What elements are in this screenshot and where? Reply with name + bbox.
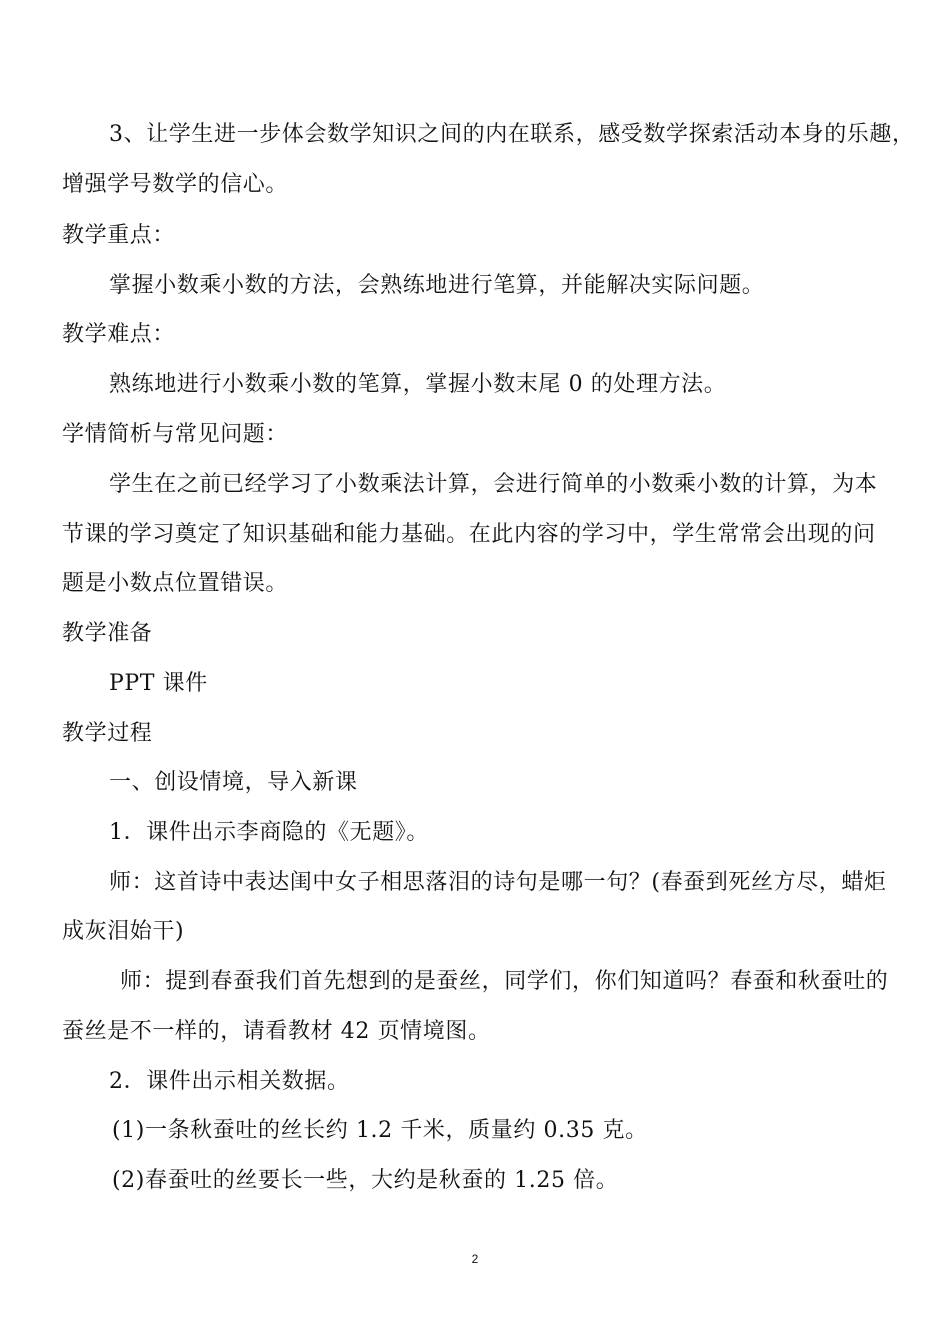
paragraph-difficulties: 熟练地进行小数乘小数的笔算，掌握小数末尾 0 的处理方法。 — [109, 372, 727, 397]
heading-student-analysis: 学情简析与常见问题： — [62, 422, 289, 447]
paragraph-preparation: PPT 课件 — [109, 671, 208, 696]
page-number: 2 — [471, 1252, 479, 1266]
data-item-2: (2)春蚕吐的丝要长一些，大约是秋蚕的 1.25 倍。 — [112, 1168, 619, 1193]
teacher-question-2-line-2: 蚕丝是不一样的，请看教材 42 页情境图。 — [62, 1019, 491, 1044]
step-1: 1．课件出示李商隐的《无题》。 — [109, 820, 429, 845]
data-item-1: (1)一条秋蚕吐的丝长约 1.2 千米，质量约 0.35 克。 — [112, 1118, 648, 1143]
paragraph-student-analysis-line-3: 题是小数点位置错误。 — [62, 571, 289, 596]
heading-key-points: 教学重点： — [62, 223, 176, 248]
section-title-introduction: 一、创设情境，导入新课 — [109, 770, 358, 795]
step-2: 2．课件出示相关数据。 — [109, 1069, 350, 1094]
teacher-question-1-line-2: 成灰泪始干) — [62, 919, 185, 944]
paragraph-student-analysis-line-1: 学生在之前已经学习了小数乘法计算，会进行简单的小数乘小数的计算，为本 — [109, 472, 878, 497]
paragraph-student-analysis-line-2: 节课的学习奠定了知识基础和能力基础。在此内容的学习中，学生常常会出现的问 — [62, 522, 876, 547]
teacher-question-1-line-1: 师：这首诗中表达闺中女子相思落泪的诗句是哪一句？(春蚕到死丝方尽，蜡炬 — [109, 870, 887, 895]
heading-process: 教学过程 — [62, 721, 153, 746]
paragraph-goal-3-line-1: 3、让学生进一步体会数学知识之间的内在联系，感受数学探索活动本身的乐趣， — [109, 122, 915, 147]
paragraph-goal-3-line-2: 增强学号数学的信心。 — [62, 172, 289, 197]
heading-difficulties: 教学难点： — [62, 322, 176, 347]
heading-preparation: 教学准备 — [62, 621, 153, 646]
paragraph-key-points: 掌握小数乘小数的方法，会熟练地进行笔算，并能解决实际问题。 — [109, 273, 765, 298]
teacher-question-2-line-1: 师：提到春蚕我们首先想到的是蚕丝，同学们，你们知道吗？春蚕和秋蚕吐的 — [120, 969, 889, 994]
